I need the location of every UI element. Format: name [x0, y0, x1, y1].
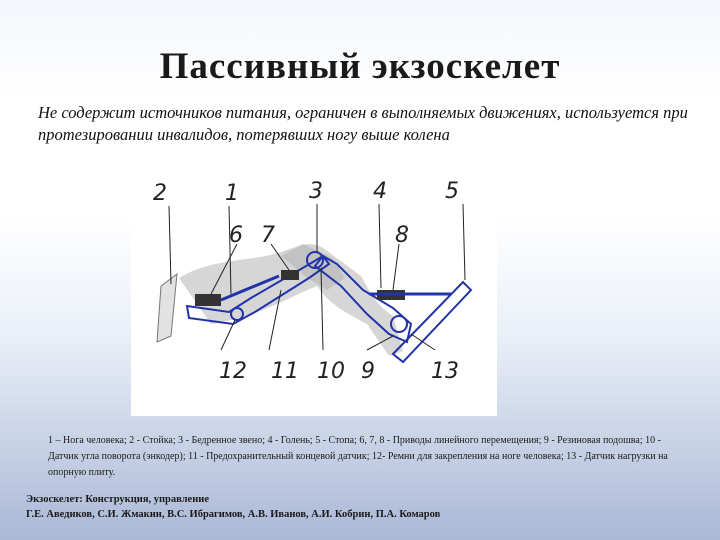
- slide-subtitle: Не содержит источников питания, ограничен в выполняемых движениях, используется при протезировании инвалидов, потерявших ногу выше колена: [38, 103, 688, 144]
- label-10: 10: [317, 359, 345, 384]
- label-8: 8: [395, 223, 409, 248]
- label-6: 6: [229, 223, 243, 248]
- label-13: 13: [431, 359, 459, 384]
- label-2: 2: [153, 181, 167, 206]
- pillar: [157, 274, 177, 342]
- label-11: 11: [271, 359, 299, 384]
- label-1: 1: [225, 181, 239, 206]
- actuator-6: [195, 294, 221, 306]
- slide-title: Пассивный экзоскелет: [159, 46, 561, 87]
- figure-caption: 1 – Нога человека; 2 - Стойка; 3 - Бедренное звено; 4 - Голень; 5 - Стопа; 6, 7, 8 - Приводы линейного перемещения; 9 - Резиновая подошва; 10 - Датчик угла поворота (энкодер); 11 - Предохранительный концевой датчик; 12- Ремни для закрепления на ноге человека; 13 - Датчик нагрузки на опорную плиту.: [48, 435, 668, 478]
- label-7: 7: [261, 223, 275, 248]
- exoskeleton-diagram: [131, 166, 497, 416]
- label-9: 9: [361, 359, 375, 384]
- exoskeleton-drawing: [131, 166, 497, 416]
- label-5: 5: [445, 179, 459, 204]
- source-citation: [26, 492, 706, 522]
- label-12: 12: [219, 359, 247, 384]
- label-4: 4: [373, 179, 387, 204]
- source-authors: Г.Е. Аведиков, С.И. Жмакин, В.С. Ибрагимов, А.В. Иванов, А.И. Кобрин, П.А. Комаров: [26, 509, 441, 520]
- actuator-7: [281, 270, 299, 280]
- label-3: 3: [309, 179, 323, 204]
- source-title: Экзоскелет: Конструкция, управление: [26, 494, 209, 505]
